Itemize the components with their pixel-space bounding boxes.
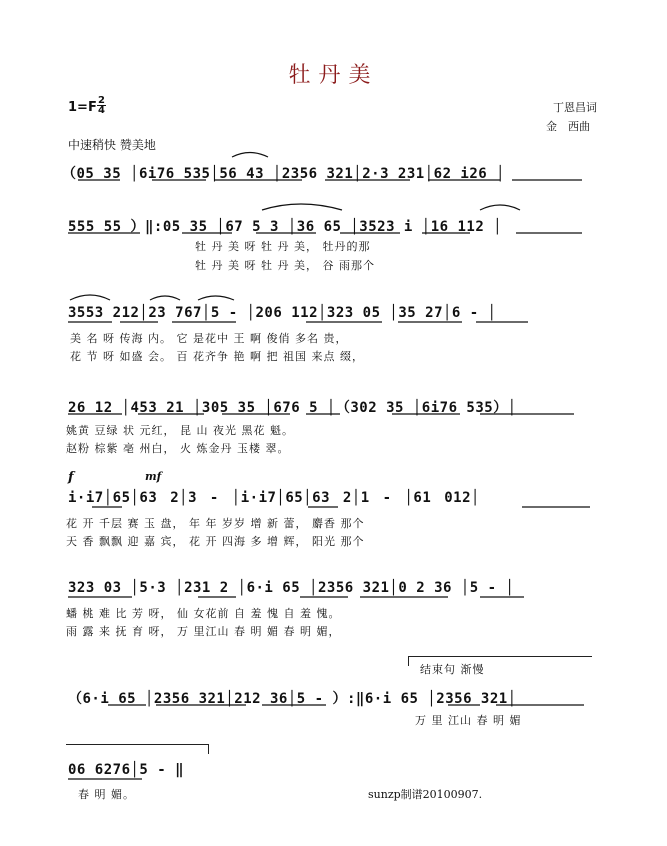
lyric-row-3-verse-2: 花 节 呀 如盛 会。 百 花齐争 艳 啊 把 祖国 来点 缀，: [70, 350, 364, 363]
score-row-5: i·i7│65│63 2│3 - │i·i7│65│63 2│1 - │61 012│: [68, 490, 480, 506]
lyric-row-7: 万 里 江山 春 明 媚: [415, 714, 522, 727]
song-title: 牡丹美: [288, 63, 379, 88]
meter-top: 2: [98, 95, 105, 106]
lyric-row-5-verse-2: 天 香 飘飘 迎 嘉 宾， 花 开 四海 多 增 辉， 阳光 那个: [66, 535, 365, 548]
score-row-4: 26 12 │453 21 │305 35 │676 5 │（302 35 │6i76 535）│: [68, 400, 517, 416]
lyric-row-2-verse-1: 牡 丹 美 呀 牡 丹 美， 牡丹的那: [195, 240, 371, 253]
lyric-row-5-verse-1: 花 开 千层 赛 玉 盘， 年 年 岁岁 增 新 蕾， 麝香 那个: [66, 517, 365, 530]
meter-bottom: 4: [98, 105, 105, 116]
lyric-row-4-verse-1: 姚黄 豆绿 状 元红， 昆 山 夜光 黑花 魁。: [66, 424, 294, 437]
lyric-row-2-verse-2: 牡 丹 美 呀 牡 丹 美， 谷 雨那个: [195, 259, 375, 272]
transcriber-signature: sunzp制谱20100907.: [368, 788, 483, 801]
dynamic-mezzo-forte: mf: [145, 470, 162, 483]
dynamic-forte: f: [68, 470, 74, 485]
tempo-marking: 中速稍快 赞美地: [68, 138, 156, 152]
score-row-3: 3553 212│23 767│5 - │206 112│323 05 │35 27│6 - │: [68, 305, 497, 321]
score-row-7: （6·i 65 │2356 321│212 36│5 - ）:‖6·i 65 │2356 321│: [68, 691, 517, 707]
lyric-row-6-verse-1: 蟠 桃 难 比 芳 呀， 仙 女花前 自 羞 愧 自 羞 愧。: [66, 607, 341, 620]
lyricist: 丁恩昌词: [553, 101, 597, 114]
lyric-row-4-verse-2: 赵粉 棕紫 亳 州白， 火 炼金丹 玉楼 翠。: [66, 442, 290, 455]
lyric-row-6-verse-2: 雨 露 来 抚 育 呀， 万 里江山 春 明 媚 春 明 媚，: [66, 625, 341, 638]
score-row-8: 06 6276│5 - ‖: [68, 762, 185, 778]
key-signature: 1=F: [68, 100, 97, 115]
composer: 金 西曲: [546, 120, 590, 133]
score-row-6: 323 03 │5·3 │231 2 │6·i 65 │2356 321│0 2 36 │5 - │: [68, 580, 515, 596]
score-row-2: 555 55 ）‖:05 35 │67 5 3 │36 65 │3523 i │16 112 │: [68, 219, 503, 235]
lyric-row-3-verse-1: 美 名 呀 传海 内。 它 是花中 王 啊 俊俏 多名 贵，: [70, 332, 348, 345]
coda-label: 结束句 渐慢: [420, 663, 485, 676]
score-row-1: （05 35 │6i76 535│56 43 │2356 321│2·3 231│62 i26 │: [62, 166, 506, 182]
lyric-row-8: 春 明 媚。: [78, 788, 135, 801]
